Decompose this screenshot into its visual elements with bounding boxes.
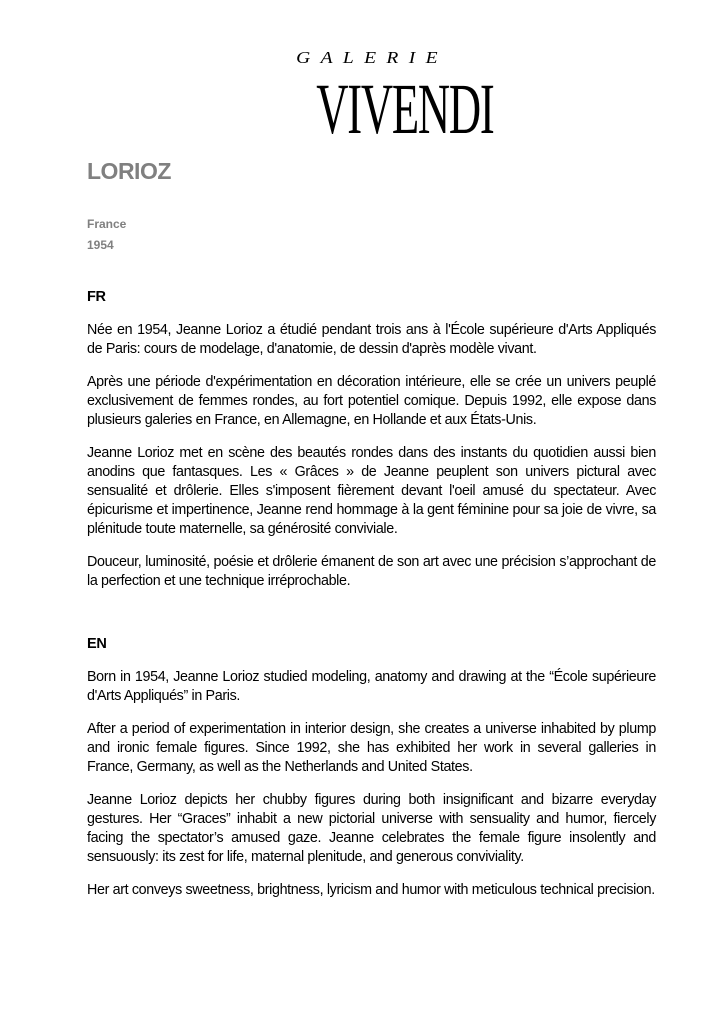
paragraph: Her art conveys sweetness, brightness, lyricism and humor with meticulous technical precision. xyxy=(87,882,655,898)
french-section xyxy=(87,288,656,591)
logo-vivendi-text: VIVENDI xyxy=(316,69,494,149)
biography xyxy=(87,288,656,914)
artist-year: 1954 xyxy=(87,238,114,252)
section-heading-fr: FR xyxy=(87,289,106,305)
english-section xyxy=(87,635,656,900)
paragraph: Born in 1954, Jeanne Lorioz studied modeling, anatomy and drawing at the “École supérieure d'Arts Appliqués” in Paris. xyxy=(87,669,656,704)
section-heading-en: EN xyxy=(87,636,107,652)
gallery-logo xyxy=(282,48,494,150)
paragraph: After a period of experimentation in interior design, she creates a universe inhabited by plump and ironic female figures. Since 1992, she has exhibited her work in several galleries in France, Germany, as well as the Netherlands and United States. xyxy=(87,721,656,775)
paragraph: Née en 1954, Jeanne Lorioz a étudié pendant trois ans à l'École supérieure d'Arts Appliqués de Paris: cours de modelage, d'anatomie, de dessin d'après modèle vivant. xyxy=(87,322,656,357)
paragraph: Douceur, luminosité, poésie et drôlerie émanent de son art avec une précision s’approchant de la perfection et une technique irréprochable. xyxy=(87,554,656,589)
paragraph: Jeanne Lorioz met en scène des beautés rondes dans des instants du quotidien aussi bien anodins que fantasques. Les « Grâces » de Jeanne peuplent son univers pictural avec sensualité et drôlerie. Elles s'imposent fièrement devant l'oeil amusé du spectateur. Avec épicurisme et impertinence, Jeanne rend hommage à la gent féminine pour sa joie de vivre, sa plénitude toute maternelle, sa générosité conviviale. xyxy=(87,445,656,537)
logo-galerie-text: GALERIE xyxy=(296,48,448,67)
paragraph: Après une période d'expérimentation en décoration intérieure, elle se crée un univers peuplé exclusivement de femmes rondes, au fort potentiel comique. Depuis 1992, elle expose dans plusieurs galeries en France, en Allemagne, en Hollande et aux États-Unis. xyxy=(87,374,656,428)
paragraph: Jeanne Lorioz depicts her chubby figures during both insignificant and bizarre everyday gestures. Her “Graces” inhabit a new pictorial universe with sensuality and humor, fiercely facing the spectator’s amused gaze. Jeanne celebrates the female figure insolently and sensuously: its zest for life, maternal plenitude, and generous conviviality. xyxy=(87,792,656,865)
artist-name: LORIOZ xyxy=(87,158,171,184)
artist-country: France xyxy=(87,217,127,231)
